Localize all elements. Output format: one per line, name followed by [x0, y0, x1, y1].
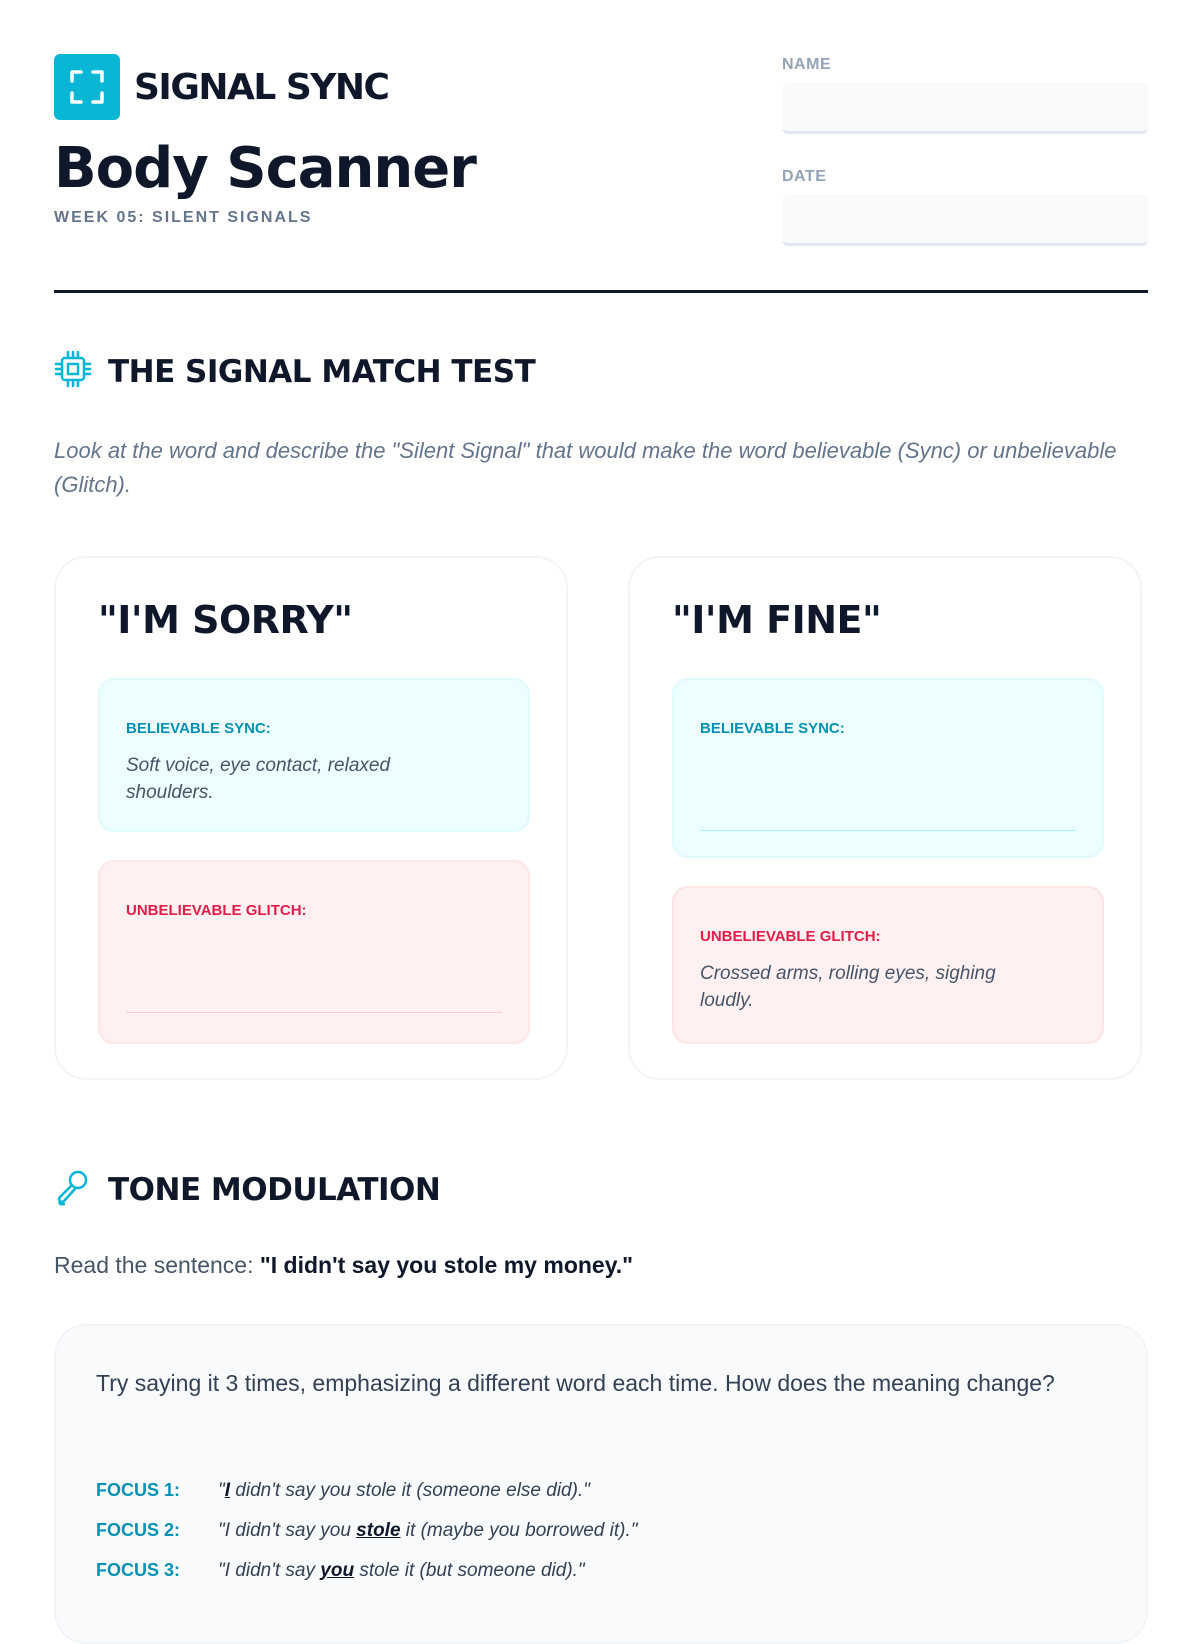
date-input[interactable] — [782, 195, 1148, 246]
sync-label: BELIEVABLE SYNC: — [700, 720, 845, 737]
brand-name: SIGNAL SYNC — [134, 66, 389, 108]
focus-row — [96, 1520, 637, 1542]
signal-card-fine — [628, 556, 1142, 1080]
focus-label: FOCUS 3: — [96, 1560, 181, 1580]
focus-row — [96, 1480, 590, 1502]
sync-label: BELIEVABLE SYNC: — [126, 720, 271, 737]
glitch-answer: Crossed arms, rolling eyes, sighing loudly. — [700, 963, 996, 1011]
header-divider — [54, 290, 1148, 293]
focus-text: "I didn't say you stole it (someone else did)." — [218, 1480, 590, 1501]
tone-lead — [54, 1252, 633, 1279]
section-title: TONE MODULATION — [108, 1171, 441, 1208]
signal-test-heading — [54, 350, 535, 393]
page-title: Body Scanner — [54, 136, 476, 201]
signal-test-instruction: Look at the word and describe the "Silent Signal" that would make the word believable (Sync) or unbelievable (Glitch). — [54, 438, 1117, 497]
name-input[interactable] — [782, 83, 1148, 134]
chip-icon — [54, 350, 92, 393]
lead-prefix: Read the sentence: — [54, 1252, 254, 1278]
focus-label: FOCUS 2: — [96, 1520, 181, 1540]
date-label: DATE — [782, 168, 827, 185]
microphone-icon — [54, 1168, 92, 1211]
focus-label: FOCUS 1: — [96, 1480, 181, 1500]
tone-panel — [54, 1324, 1148, 1644]
tone-prompt: Try saying it 3 times, emphasizing a different word each time. How does the meaning change? — [96, 1370, 1055, 1396]
scan-frame-icon — [54, 54, 120, 120]
card-title: "I'M SORRY" — [98, 598, 353, 642]
focus-text: "I didn't say you stole it (maybe you borrowed it)." — [218, 1520, 638, 1541]
page-subtitle: WEEK 05: SILENT SIGNALS — [54, 209, 313, 226]
emphasized-word: I — [224, 1480, 231, 1501]
glitch-label: UNBELIEVABLE GLITCH: — [700, 928, 881, 945]
brand-logo — [54, 54, 388, 120]
tone-heading — [54, 1168, 440, 1211]
focus-row — [96, 1560, 585, 1582]
glitch-box — [98, 860, 530, 1044]
glitch-label: UNBELIEVABLE GLITCH: — [126, 902, 307, 919]
emphasized-word: stole — [356, 1520, 401, 1541]
signal-card-sorry — [54, 556, 568, 1080]
focus-text: "I didn't say you stole it (but someone did)." — [218, 1560, 585, 1581]
emphasized-word: you — [320, 1560, 355, 1581]
sync-answer-line[interactable] — [700, 830, 1076, 831]
sync-box — [672, 678, 1104, 858]
date-field-group — [782, 168, 1148, 246]
name-label: NAME — [782, 56, 832, 73]
lead-sentence: "I didn't say you stole my money." — [259, 1252, 634, 1278]
sync-box — [98, 678, 530, 832]
section-title: THE SIGNAL MATCH TEST — [108, 353, 536, 390]
card-title: "I'M FINE" — [672, 598, 882, 642]
sync-answer: Soft voice, eye contact, relaxed shoulders. — [126, 755, 391, 803]
glitch-box — [672, 886, 1104, 1044]
glitch-answer-line[interactable] — [126, 1012, 502, 1013]
name-field-group — [782, 56, 1148, 134]
